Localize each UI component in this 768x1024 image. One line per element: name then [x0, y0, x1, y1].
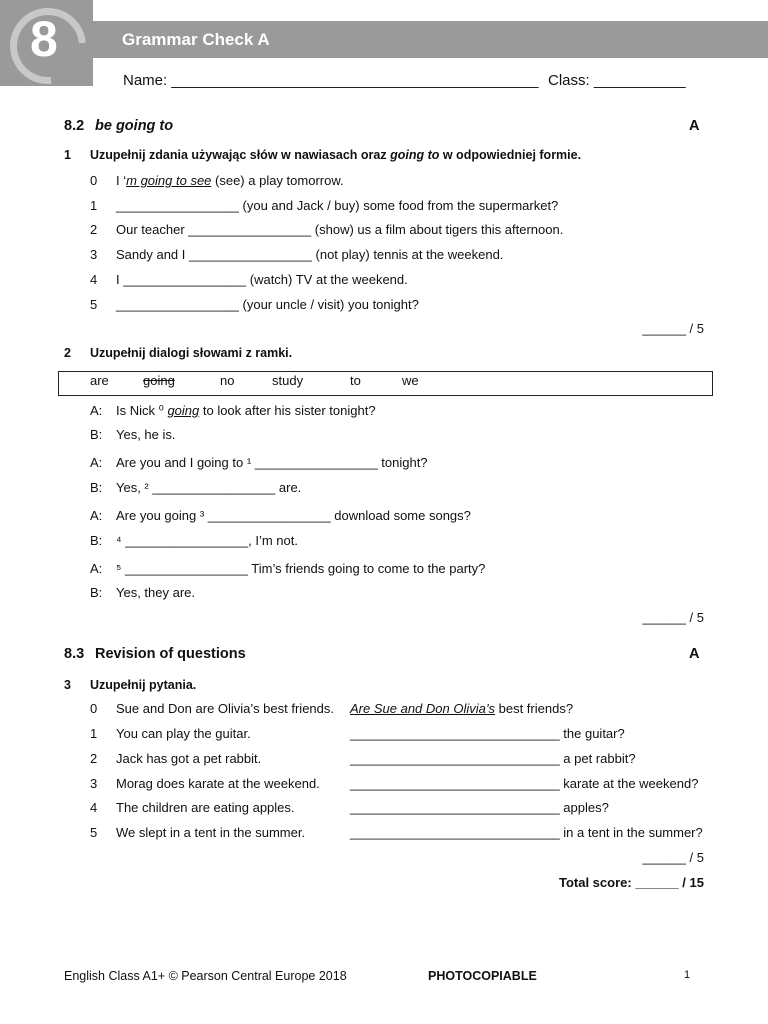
dialog-speaker: A:: [90, 508, 103, 523]
page-number: 1: [684, 969, 691, 981]
item-number: 1: [90, 726, 98, 741]
section-title: be going to: [95, 118, 174, 134]
gap-fill-sentence[interactable]: Sandy and I _________________ (not play) tennis at the weekend.: [116, 247, 504, 262]
dialog-speaker: B:: [90, 427, 103, 442]
source-sentence: We slept in a tent in the summer.: [116, 825, 306, 840]
question-gap[interactable]: _____________________________ the guitar?: [350, 726, 625, 741]
source-sentence: Jack has got a pet rabbit.: [116, 751, 262, 766]
dialog-gap-line[interactable]: ⁵ _________________ Tim’s friends going to come to the party?: [116, 561, 486, 576]
dialog-line: Yes, he is.: [116, 427, 176, 442]
gap-fill-sentence[interactable]: _________________ (your uncle / visit) you tonight?: [116, 297, 419, 312]
dialog-speaker: A:: [90, 455, 103, 470]
dialog-gap-line[interactable]: Are you and I going to ¹ _________________ tonight?: [116, 455, 428, 470]
exercise-number: 1: [64, 148, 71, 162]
example-answer: m going to see: [126, 173, 212, 188]
item-number: 3: [90, 776, 98, 791]
exercise-score[interactable]: ______ / 5: [642, 610, 704, 625]
total-score[interactable]: Total score: ______ / 15: [558, 875, 704, 890]
section-level: A: [689, 646, 700, 662]
dialog-gap-line[interactable]: ⁴ _________________, I’m not.: [116, 533, 298, 548]
exercise-score[interactable]: ______ / 5: [642, 321, 704, 336]
source-sentence: Sue and Don are Olivia’s best friends.: [116, 701, 334, 716]
example-sentence: I ‘m going to see (see) a play tomorrow.: [116, 173, 344, 188]
item-number: 1: [90, 198, 98, 213]
page-title: Grammar Check A: [122, 30, 270, 49]
item-number: 3: [90, 247, 98, 262]
question-gap[interactable]: _____________________________ karate at the weekend?: [350, 776, 699, 791]
dialog-speaker: B:: [90, 533, 103, 548]
gap-fill-sentence[interactable]: _________________ (you and Jack / buy) some food from the supermarket?: [116, 198, 559, 213]
word-box-item: to: [350, 373, 361, 388]
dialog-gap-line[interactable]: Yes, ² _________________ are.: [116, 480, 302, 495]
example-answer: going: [167, 403, 200, 418]
unit-number: 8: [30, 11, 58, 67]
item-number: 0: [90, 173, 98, 188]
section-level: A: [689, 118, 700, 134]
title-bar: [93, 21, 768, 58]
word-box-item: no: [220, 373, 235, 388]
exercise-instruction: Uzupełnij dialogi słowami z ramki.: [90, 346, 293, 360]
unit-badge: [0, 0, 93, 86]
exercise-number: 3: [64, 678, 71, 692]
source-sentence: Morag does karate at the weekend.: [116, 776, 320, 791]
name-field: Name: ____________________________________________: [123, 72, 539, 89]
dialog-speaker: B:: [90, 480, 103, 495]
word-box-item: study: [272, 373, 304, 388]
dialog-line: Yes, they are.: [116, 585, 196, 600]
exercise-score[interactable]: ______ / 5: [642, 850, 704, 865]
dialog-speaker: A:: [90, 561, 103, 576]
item-number: 5: [90, 297, 98, 312]
word-box: [58, 371, 713, 396]
exercise-number: 2: [64, 346, 71, 360]
question-gap[interactable]: _____________________________ apples?: [350, 800, 609, 815]
dialog-speaker: A:: [90, 403, 103, 418]
class-field: Class: ___________: [548, 72, 686, 89]
source-sentence: The children are eating apples.: [116, 800, 295, 815]
word-box-item: are: [90, 373, 109, 388]
example-question: Are Sue and Don Olivia’s best friends?: [350, 701, 574, 716]
item-number: 2: [90, 751, 98, 766]
gap-fill-sentence[interactable]: Our teacher _________________ (show) us a film about tigers this afternoon.: [116, 222, 564, 237]
item-number: 2: [90, 222, 98, 237]
dialog-example-line: Is Nick ⁰ going to look after his sister tonight?: [116, 403, 376, 418]
example-answer: Are Sue and Don Olivia’s: [350, 701, 496, 716]
section-number: 8.3: [64, 646, 85, 662]
exercise-instruction: Uzupełnij zdania używając słów w nawiasach oraz going to w odpowiedniej formie.: [90, 148, 582, 162]
section-number: 8.2: [64, 118, 85, 134]
question-gap[interactable]: _____________________________ in a tent in the summer?: [350, 825, 703, 840]
source-sentence: You can play the guitar.: [116, 726, 251, 741]
item-number: 4: [90, 272, 98, 287]
section-title: Revision of questions: [95, 646, 246, 662]
item-number: 5: [90, 825, 98, 840]
dialog-gap-line[interactable]: Are you going ³ _________________ download some songs?: [116, 508, 471, 523]
word-box-item-used: going: [143, 373, 175, 388]
question-gap[interactable]: _____________________________ a pet rabbit?: [350, 751, 636, 766]
word-box-item: we: [402, 373, 419, 388]
exercise-instruction: Uzupełnij pytania.: [90, 678, 197, 692]
footer-copyright: English Class A1+ © Pearson Central Europe 2018: [64, 969, 347, 983]
dialog-speaker: B:: [90, 585, 103, 600]
footer-photocopiable: PHOTOCOPIABLE: [428, 969, 537, 983]
gap-fill-sentence[interactable]: I _________________ (watch) TV at the weekend.: [116, 272, 408, 287]
item-number: 0: [90, 701, 98, 716]
item-number: 4: [90, 800, 98, 815]
